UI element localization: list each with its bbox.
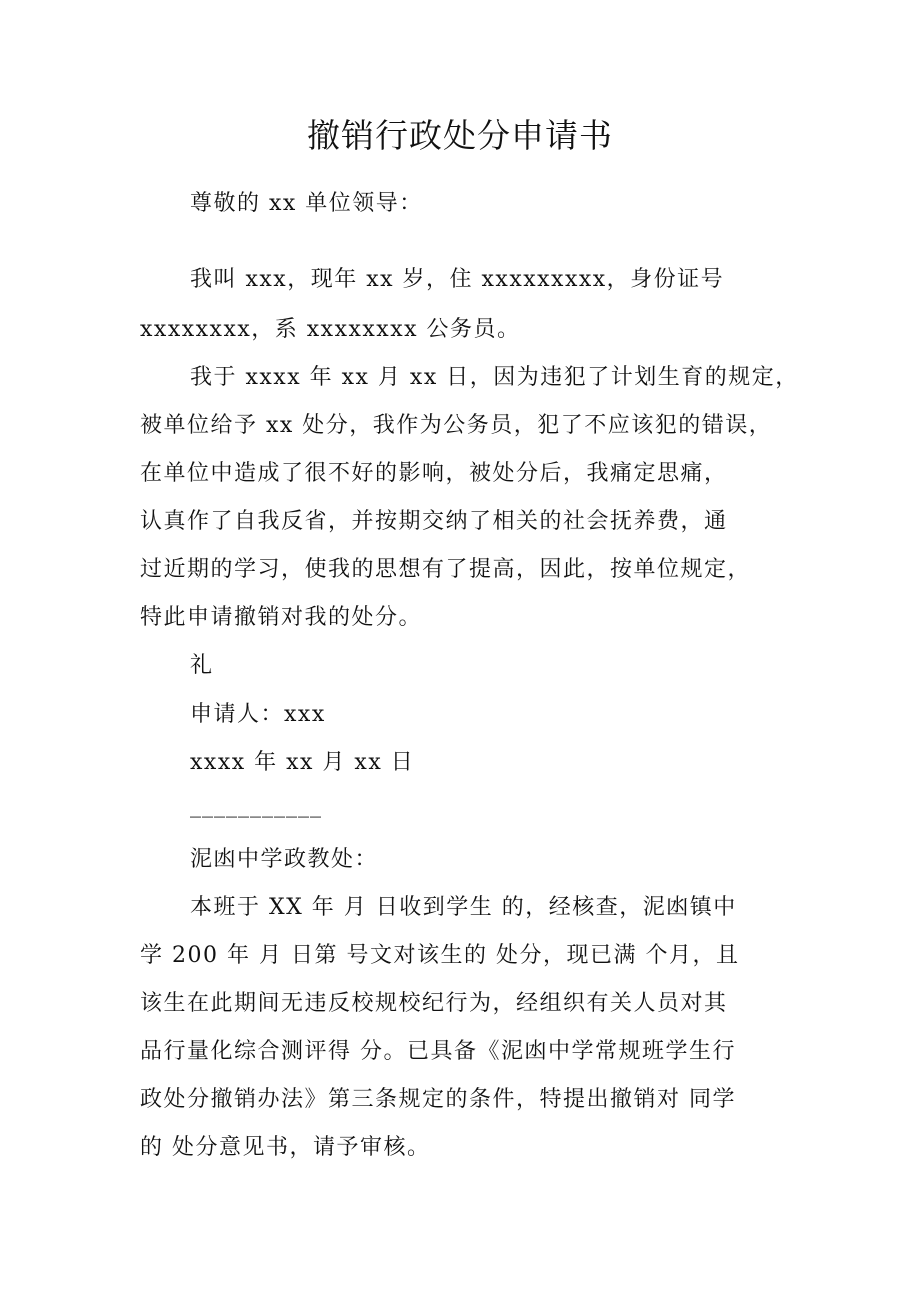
body-line: 在单位中造成了很不好的影响，被处分后，我痛定思痛， bbox=[140, 461, 728, 486]
body-line: 认真作了自我反省，并按期交纳了相关的社会抚养费，通 bbox=[140, 509, 728, 534]
body-line: 被单位给予 xx 处分，我作为公务员，犯了不应该犯的错误， bbox=[140, 413, 773, 438]
applicant-signature: 申请人：xxx bbox=[190, 702, 326, 727]
document-title: 撤销行政处分申请书 bbox=[307, 116, 613, 155]
opinion-addressee: 泥凼中学政教处： bbox=[190, 847, 379, 872]
opinion-line: 学 200 年 月 日第 号文对该生的 处分，现已满 个月，且 bbox=[140, 943, 740, 968]
salutation: 尊敬的 xx 单位领导： bbox=[190, 191, 423, 216]
opinion-line: 政处分撤销办法》第三条规定的条件，特提出撤销对 同学 bbox=[140, 1087, 736, 1112]
intro-line: 我叫 xxx，现年 xx 岁，住 xxxxxxxxx，身份证号 bbox=[190, 267, 725, 292]
body-line: 过近期的学习，使我的思想有了提高，因此，按单位规定， bbox=[140, 557, 752, 582]
application-date: xxxx 年 xx 月 xx 日 bbox=[190, 750, 415, 775]
opinion-line: 品行量化综合测评得 分。已具备《泥凼中学常规班学生行 bbox=[140, 1039, 736, 1064]
opinion-line: 本班于 XX 年 月 日收到学生 的，经核查，泥凼镇中 bbox=[190, 895, 737, 920]
section-separator: ___________ bbox=[190, 793, 322, 818]
body-line: 我于 xxxx 年 xx 月 xx 日，因为违犯了计划生育的规定， bbox=[190, 365, 799, 390]
opinion-line: 的 处分意见书，请予审核。 bbox=[140, 1135, 431, 1160]
closing: 礼 bbox=[190, 653, 214, 678]
intro-line: xxxxxxxx，系 xxxxxxxx 公务员。 bbox=[140, 317, 521, 342]
body-line: 特此申请撤销对我的处分。 bbox=[140, 605, 423, 630]
opinion-line: 该生在此期间无违反校规校纪行为，经组织有关人员对其 bbox=[140, 991, 728, 1016]
